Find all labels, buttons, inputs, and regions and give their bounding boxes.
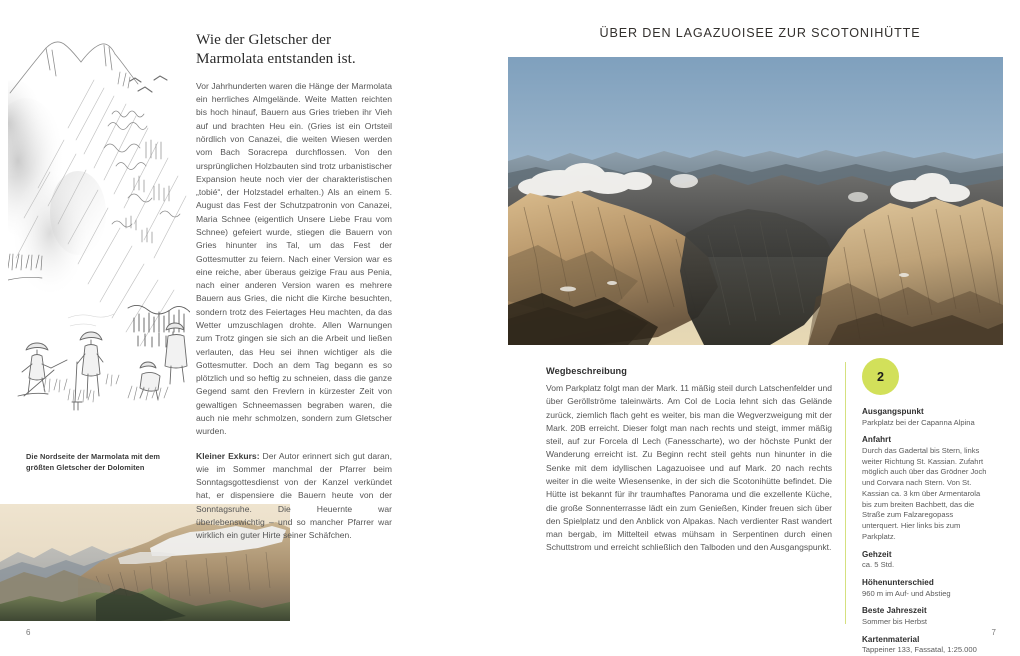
info-term-gehzeit: Gehzeit <box>862 549 892 559</box>
info-term-beste-jahreszeit: Beste Jahreszeit <box>862 606 927 616</box>
article-text-column <box>196 30 392 542</box>
right-page <box>500 0 1020 655</box>
article-paragraph: Vor Jahrhunderten waren die Hänge der Marmolata ein herrliches Almgelände. Weite Matten reichten bis hoch hinauf, Bauern aus Gries trieben ihr Vieh auf und brachten Heu ein. (Gries ist ein Ortsteil nördlich von Canazei, die weiten Wiesen werden vom Bach Soracrepa durchflossen. Von den ursprünglichen Holzbauten sind trotz urbanistischer Expansion heute noch vier der charakteristischen „tobié“, der Holzstadel erhalten.) Als an einem 5. August das Fest der Schutzpatronin von Canazei, Maria Schnee (eigentlich Unsere Liebe Frau vom Schnee) gefeiert wurde, stiegen die Bauern von Gries hinunter ins Tal, um das Fest der Gottesmutter zu feiern. Nach einer Version war es eine reiche, aber überaus geizige Frau aus Penia, nach einer anderen Version waren es mehrere Bauern aus Gries, die nicht die Kirche besuchten, sondern trotz des Feiertages Heu machten, da das Wetter umzuschlagen drohte. Allen Warnungen zum Trotz gingen sie sich an die Arbeit und ließen verlauten, das Heu sei ihnen wichtiger als die Gottesmutter. Doch an dem Tag begann es so plötzlich und so heftig zu schneien, dass die ganze Gegend samt den Frevlern in kürzester Zeit von gewaltigen Schneemassen begraben waren, die auch nie mehr schmolzen, sondern zum Gletscher wurden. <box>196 80 392 437</box>
article-excursus <box>196 450 392 543</box>
pencil-sketch-illustration <box>8 18 190 446</box>
route-heading: Wegbeschreibung <box>546 366 627 376</box>
info-value-kartenmaterial: Tappeiner 133, Fassatal, 1:25.000 <box>862 645 977 655</box>
chapter-title: ÜBER DEN LAGAZUOISEE ZUR SCOTONIHÜTTE <box>599 26 921 40</box>
info-term-kartenmaterial: Kartenmaterial <box>862 634 920 644</box>
info-term-ausgangspunkt: Ausgangspunkt <box>862 407 924 416</box>
info-term-hoehenunterschied: Höhenunterschied <box>862 578 934 588</box>
tour-info-box <box>862 358 987 656</box>
info-term-anfahrt: Anfahrt <box>862 435 892 445</box>
page-number-right: 7 <box>991 628 996 637</box>
route-description-column <box>546 366 832 555</box>
info-value-beste-jahreszeit: Sommer bis Herbst <box>862 616 927 626</box>
article-headline: Wie der Gletscher der Marmolata entstanden ist. <box>196 31 356 68</box>
excursus-text: Der Autor erinnert sich gut daran, wie im Sommer manchmal der Pfarrer beim Sonntagsgottesdienst von der Kanzel verkündet hat, er dispensiere die Bauern heute von der Sonntagsruhe. Die Heuernte war überlebenswichtig – und so mancher Pfarrer war wirklich ein guter Hirte seiner Schäfchen. <box>196 450 392 541</box>
left-page <box>0 0 500 655</box>
sketch-caption: Die Nordseite der Marmolata mit dem größten Gletscher der Dolomiten <box>26 452 161 472</box>
photo-dolomites-panorama <box>508 57 1003 345</box>
excursus-label: Kleiner Exkurs: <box>196 450 260 461</box>
vertical-divider <box>845 362 846 624</box>
info-value-hoehenunterschied: 960 m im Auf- und Abstieg <box>862 588 951 598</box>
info-value-anfahrt: Durch das Gadertal bis Stern, links weiter Richtung St. Kassian. Zufahrt möglich auch über das Grödner Joch und Corvara nach Stern. Von St. Kassian ca. 3 km über Armentarola bis zum breiten Bachbett, das die Straße zum Falzaregopass unterquert. Hier links bis zum Parkplatz. <box>862 445 987 542</box>
page-number-left: 6 <box>26 628 31 637</box>
tour-number-badge: 2 <box>862 358 899 395</box>
info-value-gehzeit: ca. 5 Std. <box>862 560 895 570</box>
info-value-ausgangspunkt: Parkplatz bei der Capanna Alpina <box>862 417 975 427</box>
route-text: Vom Parkplatz folgt man der Mark. 11 mäßig steil durch Latschenfelder und über Geröllströme taleinwärts. Am Col de Locia lehnt sich das Gelände zurück, ziemlich flach geht es weiter, bis man die Wegverzweigung mit der Mark. 20B erreicht. Dieser folgt man nach rechts und steigt, immer mäßig steil, auf zur Forcela dl Lech (Fanesscharte), wo der höchste Punkt der Wanderung erreicht ist. Zu Beginn recht steil gehts nun hinunter in die Senke mit dem idyllischen Lagazuoisee und auf Mark. 20 nach rechts weiter in die weite Wiesensenke, in der sich die Scotonihütte befindet. Die Hütte ist bekannt für ihr traumhaftes Panorama und die exzellente Küche, die große Sonnenterrasse lädt ein zum Genießen, Kinder freuen sich über den Spielplatz und den Anblick von Alpakas. Nach verdienter Rast wandert man bergab, im Mittelteil etwas mühsam in Serpentinen durch einen Schuttstrom und erreicht schließlich den Talboden und den Ausgangspunkt. <box>546 383 832 553</box>
